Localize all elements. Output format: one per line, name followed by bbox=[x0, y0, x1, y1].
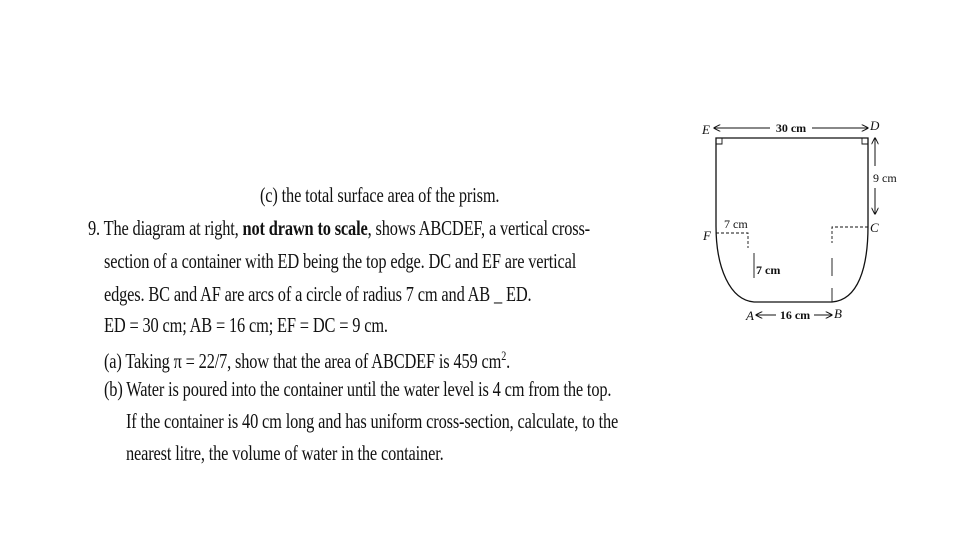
part-a-main: (a) Taking π = 22/7, show that the area of ABCDEF is 459 cm bbox=[104, 349, 502, 373]
part-c-line: (c) the total surface area of the prism. bbox=[260, 183, 500, 207]
right-height-label: 9 cm bbox=[873, 171, 897, 185]
vertex-label-c: C bbox=[870, 220, 879, 235]
top-width-label: 30 cm bbox=[775, 121, 807, 135]
part-a-period: . bbox=[506, 349, 511, 373]
question-9-line-4 bbox=[104, 312, 388, 338]
question-9-line-2 bbox=[104, 248, 576, 274]
part-b-line-2-text: If the container is 40 cm long and has uniform cross-section, calculate, to the bbox=[126, 409, 619, 433]
radius-horizontal-label: 7 cm bbox=[724, 217, 748, 231]
q9-intro-end: , shows ABCDEF, a vertical cross- bbox=[367, 216, 590, 240]
part-b-line-3-text: nearest litre, the volume of water in the container. bbox=[126, 441, 444, 465]
q9-emphasis: not drawn to scale bbox=[242, 216, 368, 240]
q9-intro: 9. The diagram at right, bbox=[88, 216, 243, 240]
q9-line-4-text: ED = 30 cm; AB = 16 cm; EF = DC = 9 cm. bbox=[104, 313, 388, 337]
part-c-text bbox=[260, 182, 499, 208]
part-b-line-3 bbox=[126, 440, 444, 466]
part-b-line-1 bbox=[104, 376, 611, 402]
vertex-label-b: B bbox=[834, 306, 842, 321]
part-b-line-1-text: (b) Water is poured into the container until the water level is 4 cm from the top. bbox=[104, 377, 612, 401]
left-radius-guides bbox=[716, 233, 748, 248]
part-b-line-2 bbox=[126, 408, 618, 434]
q9-line-2-text: section of a container with ED being the top edge. DC and EF are vertical bbox=[104, 249, 577, 273]
right-angle-mark-e bbox=[716, 138, 722, 144]
question-9-line-3 bbox=[104, 281, 531, 307]
vertex-label-a: A bbox=[746, 308, 754, 323]
vertex-label-e: E bbox=[702, 122, 710, 137]
radius-vertical-label: 7 cm bbox=[756, 263, 781, 277]
q9-line-3-text: edges. BC and AF are arcs of a circle of radius 7 cm and AB _ ED. bbox=[104, 282, 532, 306]
vertex-label-d: D bbox=[870, 118, 880, 133]
right-radius-guides bbox=[832, 227, 868, 243]
question-9-line-1 bbox=[88, 215, 590, 241]
part-a-text bbox=[104, 343, 510, 374]
part-a-superscript: 2 bbox=[501, 348, 507, 363]
right-angle-mark-d bbox=[862, 138, 868, 144]
bottom-width-label: 16 cm bbox=[779, 308, 811, 322]
vertex-label-f: F bbox=[703, 228, 711, 243]
cross-section-diagram bbox=[690, 108, 910, 338]
